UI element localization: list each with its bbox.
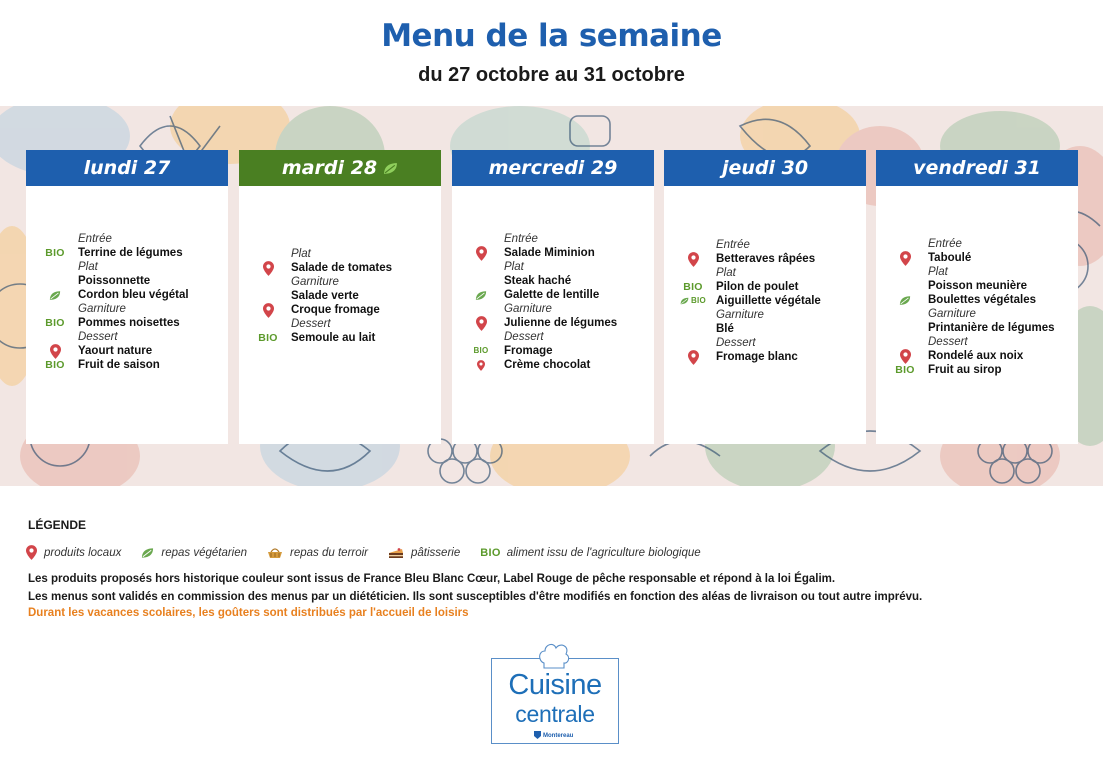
dish-name: Pilon de poulet [716,281,799,293]
day-header [876,150,1078,186]
town-name: Montereau [543,733,574,739]
pin-icon [476,246,487,261]
legend-item-patisserie [388,547,460,559]
dish-item [26,288,228,302]
leaf-icon [475,290,487,301]
dish-markers [253,261,283,275]
pin-icon [263,261,274,276]
course-category: Entrée [716,239,750,251]
dish-name: Fruit au sirop [928,364,1002,376]
pin-icon [263,303,274,318]
bio-badge: BIO [473,346,489,355]
dish-item [664,322,866,336]
dish-name: Croque fromage [291,304,380,316]
dish-name: Fruit de saison [78,359,160,371]
course-category: Entrée [928,238,962,250]
pin-icon [688,350,699,365]
dish-markers [253,303,283,317]
dish-item [876,321,1078,335]
dish-item [876,349,1078,363]
leaf-icon [475,290,487,301]
dish-name: Betteraves râpées [716,253,816,265]
day-label: mardi 28 [281,157,378,179]
dish-markers [678,350,708,364]
pin-icon [476,246,487,261]
dish-item [239,331,441,345]
bio-badge: BIO [895,364,915,376]
dish-markers [40,344,70,358]
leaf-icon [383,162,398,175]
pin-icon [476,316,487,331]
dish-name: Aiguillette végétale [716,295,821,307]
dish-item [239,261,441,275]
dish-name: Galette de lentille [504,289,600,301]
leaf-icon [49,290,61,301]
pin-icon [900,349,911,364]
dish-markers [890,293,920,307]
cuisine-centrale-logo [491,658,619,744]
note-validation: Les menus sont validés en commission des menus par un diététicien. Ils sont susceptibles d'être modifiés en fonction des aléas de livraison ou tout autre imprévu. [28,591,923,603]
legend-item-local [26,545,121,560]
dish-markers [40,358,70,372]
dish-name: Terrine de légumes [78,247,183,259]
dish-item [876,293,1078,307]
pin-icon [26,545,37,560]
day-column [664,150,866,444]
dish-item [452,288,654,302]
pin-icon [477,360,485,371]
dish-markers [466,358,496,372]
course-category: Garniture [291,276,339,288]
menu-list [26,232,228,372]
day-column [452,150,654,444]
town-crest-icon [534,731,541,741]
leaf-icon [899,295,911,306]
dish-markers [890,363,920,377]
day-label: jeudi 30 [721,157,809,179]
pin-icon [900,251,911,266]
menu-list [664,238,866,364]
legend-item-bio [480,547,700,559]
legend-item-terroir [267,547,368,559]
course-category: Dessert [78,331,118,343]
dish-item [26,358,228,372]
pin-icon [688,252,699,267]
dish-name: Steak haché [504,275,572,287]
dish-name: Crème chocolat [504,359,591,371]
dish-markers [678,294,708,308]
bio-badge: BIO [45,317,65,329]
dish-name: Printanière de légumes [928,322,1055,334]
dish-name: Blé [716,323,734,335]
dish-item [452,344,654,358]
menu-list [452,232,654,372]
page-subtitle: du 27 octobre au 31 octobre [418,64,685,86]
day-header [452,150,654,186]
pin-icon [476,316,487,331]
dish-item [26,274,228,288]
bio-badge: BIO [480,546,501,559]
day-header [239,150,441,186]
holiday-notice: Durant les vacances scolaires, les goûters sont distribués par l'accueil de loisirs [28,607,469,619]
menu-list [239,247,441,345]
course-category: Plat [716,267,736,279]
day-label: lundi 27 [83,157,171,179]
logo-text-centrale: centrale [515,701,595,727]
dish-item [239,289,441,303]
dish-name: Rondelé aux noix [928,350,1024,362]
dish-name: Fromage blanc [716,351,798,363]
course-category: Garniture [928,308,976,320]
day-header [664,150,866,186]
dish-item [239,303,441,317]
basket-icon [267,547,283,559]
day-header [26,150,228,186]
dish-name: Salade verte [291,290,359,302]
course-category: Garniture [78,303,126,315]
legend-label: aliment issu de l'agriculture biologique [506,546,701,559]
course-category: Garniture [716,309,764,321]
leaf-icon [899,295,911,306]
pin-icon [900,251,911,266]
pin-icon [688,350,699,365]
dish-item [664,294,866,308]
course-category: Garniture [504,303,552,315]
page-title: Menu de la semaine [381,18,722,54]
dish-item [876,279,1078,293]
course-category: Plat [928,266,948,278]
leaf-icon [49,290,61,301]
legend-title: LÉGENDE [28,518,87,532]
dish-item [26,316,228,330]
pin-icon [50,344,61,359]
course-category: Entrée [504,233,538,245]
dish-item [452,246,654,260]
dish-markers [678,252,708,266]
bio-badge: BIO [690,296,707,305]
dish-markers [890,251,920,265]
course-category: Plat [291,248,311,260]
bio-badge: BIO [683,281,703,293]
bio-badge: BIO [45,247,65,259]
leaf-icon [680,297,689,305]
dish-markers [890,349,920,363]
dish-item [664,252,866,266]
dish-item [664,280,866,294]
dish-markers [40,246,70,260]
dish-markers [40,316,70,330]
legend-label: repas du terroir [290,546,369,559]
dish-markers [40,288,70,302]
bio-badge: BIO [45,359,65,371]
town-badge [534,731,573,741]
bio-badge: BIO [258,332,278,344]
dish-item [664,350,866,364]
pin-icon [688,252,699,267]
dish-name: Pommes noisettes [78,317,180,329]
course-category: Dessert [928,336,968,348]
dish-name: Boulettes végétales [928,294,1037,306]
dish-markers [678,280,708,294]
day-column [876,150,1078,444]
dish-name: Salade Miminion [504,247,595,259]
dish-name: Poisson meunière [928,280,1028,292]
day-column [26,150,228,444]
dish-name: Fromage [504,345,553,357]
pin-icon [50,344,61,359]
day-label: vendredi 31 [913,157,1041,179]
dish-item [452,316,654,330]
dish-name: Taboulé [928,252,972,264]
legend-item-vegetarian [141,547,247,559]
menu-list [876,237,1078,377]
note-labels: Les produits proposés hors historique couleur sont issus de France Bleu Blanc Cœur, Label Rouge de pêche responsable et répond à la loi Égalim. [28,573,836,585]
dish-markers [466,316,496,330]
pin-icon [477,360,485,371]
leaf-icon [141,547,154,559]
course-category: Dessert [716,337,756,349]
dish-name: Poissonnette [78,275,151,287]
course-category: Dessert [291,318,331,330]
cake-icon [388,547,404,559]
dish-markers [466,288,496,302]
course-category: Plat [504,261,524,273]
dish-item [452,274,654,288]
leaf-icon [680,297,689,305]
pin-icon [263,303,274,318]
dish-markers [253,331,283,345]
dish-markers [466,344,496,358]
course-category: Plat [78,261,98,273]
day-column [239,150,441,444]
dish-item [876,251,1078,265]
dish-name: Semoule au lait [291,332,376,344]
dish-markers [466,246,496,260]
logo-text-cuisine: Cuisine [508,669,602,701]
dish-name: Salade de tomates [291,262,392,274]
dish-name: Yaourt nature [78,345,153,357]
course-category: Dessert [504,331,544,343]
course-category: Entrée [78,233,112,245]
dish-name: Cordon bleu végétal [78,289,189,301]
legend-label: pâtisserie [411,546,461,559]
legend-label: repas végétarien [161,546,248,559]
pin-icon [900,349,911,364]
dish-item [26,246,228,260]
dish-name: Julienne de légumes [504,317,618,329]
dish-item [876,363,1078,377]
pin-icon [263,261,274,276]
dish-item [26,344,228,358]
day-label: mercredi 29 [488,157,618,179]
legend-label: produits locaux [44,546,122,559]
legend [26,545,721,560]
dish-item [452,358,654,372]
